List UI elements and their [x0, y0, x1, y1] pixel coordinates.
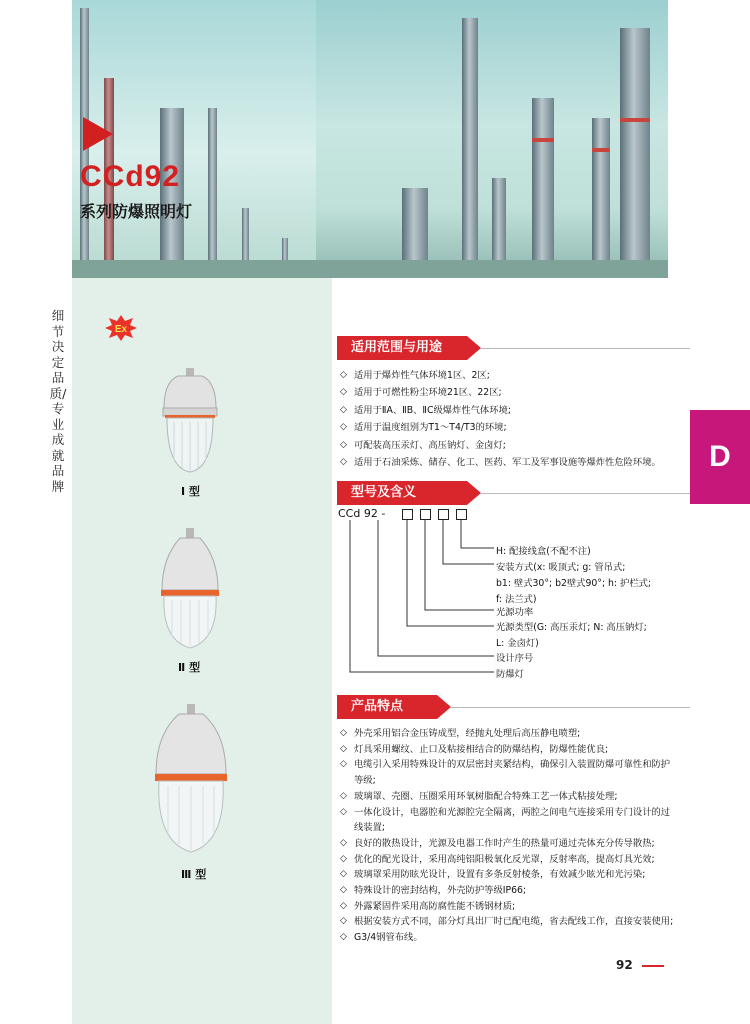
hero-ground: [72, 260, 668, 278]
model-label-source-type: 光源类型(G: 高压汞灯; N: 高压钠灯;: [496, 622, 647, 633]
model-label-mounting: 安装方式(x: 吸顶式; g: 管吊式;: [496, 562, 626, 573]
list-item: [340, 805, 674, 836]
lamp-type-2-image: [158, 528, 222, 650]
refinery-tower: [208, 108, 217, 278]
list-item: [340, 914, 674, 930]
list-item-text: 良好的散热设计，光源及电器工作时产生的热量可通过壳体充分传导散热;: [354, 837, 655, 849]
list-item-text: 灯具采用螺纹、止口及粘接相结合的防爆结构，防爆性能优良;: [354, 743, 609, 755]
list-item-text: 优化的配光设计，采用高纯铝阳极氧化反光罩，反射率高，提高灯具光效;: [354, 853, 655, 865]
list-item-text: 适用于温度组别为T1～T4/T3的环境;: [354, 422, 507, 434]
refinery-tower: [620, 28, 650, 278]
list-item: [340, 852, 674, 868]
list-item: [340, 454, 700, 471]
model-label-mounting-2: b1: 壁式30°; b2壁式90°; h: 护栏式;: [496, 578, 652, 589]
diamond-bullet-icon: ◇: [340, 790, 347, 801]
list-item-text: 玻璃罩、壳圈、压圈采用环氧树脂配合特殊工艺一体式粘接处理;: [354, 790, 618, 802]
section-heading-model: 型号及含义: [337, 481, 467, 505]
list-item: [340, 367, 700, 384]
list-item: [340, 867, 674, 883]
list-item: [340, 402, 700, 419]
list-item-text: 一体化设计，电器腔和光源腔完全隔离，两腔之间电气连接采用专门设计的过线装置;: [354, 806, 671, 834]
list-item: [340, 789, 674, 805]
section-divider: [451, 707, 690, 708]
page-title: CCd92: [80, 160, 181, 193]
list-item: [340, 742, 674, 758]
list-item-text: 适用于ⅡA、ⅡB、ⅡC级爆炸性气体环境;: [354, 404, 511, 416]
list-item: [340, 836, 674, 852]
diamond-bullet-icon: ◇: [340, 900, 347, 911]
diamond-bullet-icon: ◇: [340, 457, 347, 468]
section-heading-scope: 适用范围与用途: [337, 336, 467, 360]
list-item-text: 电缆引入采用特殊设计的双层密封夹紧结构，确保引入装置防爆可靠性和防护等级;: [354, 759, 671, 787]
list-item: [340, 899, 674, 915]
lamp-type-3-image: [152, 704, 230, 854]
model-label-power: 光源功率: [496, 607, 534, 618]
model-label-mounting-3: f: 法兰式): [496, 594, 537, 605]
list-item-text: 玻璃罩采用防眩光设计，设置有多条反射棱条，有效减少眩光和光污染;: [354, 869, 646, 881]
page-subtitle: 系列防爆照明灯: [80, 202, 193, 221]
model-diagram-lines: [340, 518, 500, 683]
lamp-type-1-label: Ⅰ 型: [181, 485, 200, 498]
sidebar-slogan: 细节决定品质/专业成就品牌: [49, 308, 67, 494]
diamond-bullet-icon: ◇: [340, 837, 347, 848]
diamond-bullet-icon: ◇: [340, 387, 347, 398]
ex-badge-icon: [104, 314, 138, 342]
list-item-text: 根据安装方式不同，部分灯具出厂时已配电缆，省去配线工作，直接安装使用;: [354, 916, 674, 928]
diamond-bullet-icon: ◇: [340, 404, 347, 415]
ex-badge-label: Ex: [114, 324, 128, 335]
list-item: [340, 437, 700, 454]
list-item-text: 特殊设计的密封结构，外壳防护等级IP66;: [354, 885, 527, 897]
list-item-text: 适用于可燃性粉尘环境21区、22区;: [354, 387, 502, 399]
section-divider: [481, 493, 690, 494]
list-item: [340, 419, 700, 436]
diamond-bullet-icon: ◇: [340, 743, 347, 754]
page-number: 92: [616, 958, 633, 972]
diamond-bullet-icon: ◇: [340, 806, 347, 817]
lamp-type-2-label: Ⅱ 型: [178, 661, 201, 674]
model-label-explosion-proof: 防爆灯: [496, 669, 524, 680]
list-item-text: G3/4钢管布线。: [354, 932, 423, 944]
diamond-bullet-icon: ◇: [340, 728, 347, 738]
diamond-bullet-icon: ◇: [340, 885, 347, 896]
list-item-text: 外壳采用铝合金压铸成型，经抛丸处理后高压静电喷塑;: [354, 728, 581, 739]
model-label-source-type-2: L: 金卤灯): [496, 638, 539, 649]
page-number-accent: [642, 965, 664, 967]
refinery-stack: [462, 18, 478, 278]
list-item: [340, 757, 674, 788]
list-item-text: 适用于爆炸性气体环境1区、2区;: [354, 370, 490, 381]
model-code: CCd 92 -: [338, 507, 386, 520]
list-item-text: 外露紧固件采用高防腐性能不锈钢材质;: [354, 900, 516, 912]
title-arrow-icon: [83, 117, 113, 151]
list-item: [340, 883, 674, 899]
diamond-bullet-icon: ◇: [340, 422, 347, 433]
lamp-type-1-image: [160, 368, 220, 474]
list-item-text: 适用于石油采炼、储存、化工、医药、军工及军事设施等爆炸性危险环境。: [354, 457, 661, 469]
refinery-tower: [592, 118, 610, 278]
hero-banner: [72, 0, 668, 278]
diamond-bullet-icon: ◇: [340, 916, 347, 927]
model-label-design-no: 设计序号: [496, 653, 534, 664]
diamond-bullet-icon: ◇: [340, 370, 347, 380]
scope-list: [340, 367, 700, 471]
list-item-text: 可配装高压汞灯、高压钠灯、金卤灯;: [354, 439, 506, 451]
diamond-bullet-icon: ◇: [340, 932, 347, 943]
list-item: [340, 726, 674, 742]
section-divider: [481, 348, 690, 349]
list-item: [340, 930, 674, 946]
list-item: [340, 384, 700, 401]
refinery-tower: [532, 98, 554, 278]
lamp-type-3-label: Ⅲ 型: [181, 868, 207, 881]
diamond-bullet-icon: ◇: [340, 439, 347, 450]
diamond-bullet-icon: ◇: [340, 759, 347, 770]
diamond-bullet-icon: ◇: [340, 869, 347, 880]
section-heading-features: 产品特点: [337, 695, 437, 719]
diamond-bullet-icon: ◇: [340, 853, 347, 864]
features-list: [340, 726, 674, 946]
section-tab: D: [690, 410, 750, 504]
model-label-junction-box: H: 配接线盒(不配不注): [496, 546, 591, 557]
